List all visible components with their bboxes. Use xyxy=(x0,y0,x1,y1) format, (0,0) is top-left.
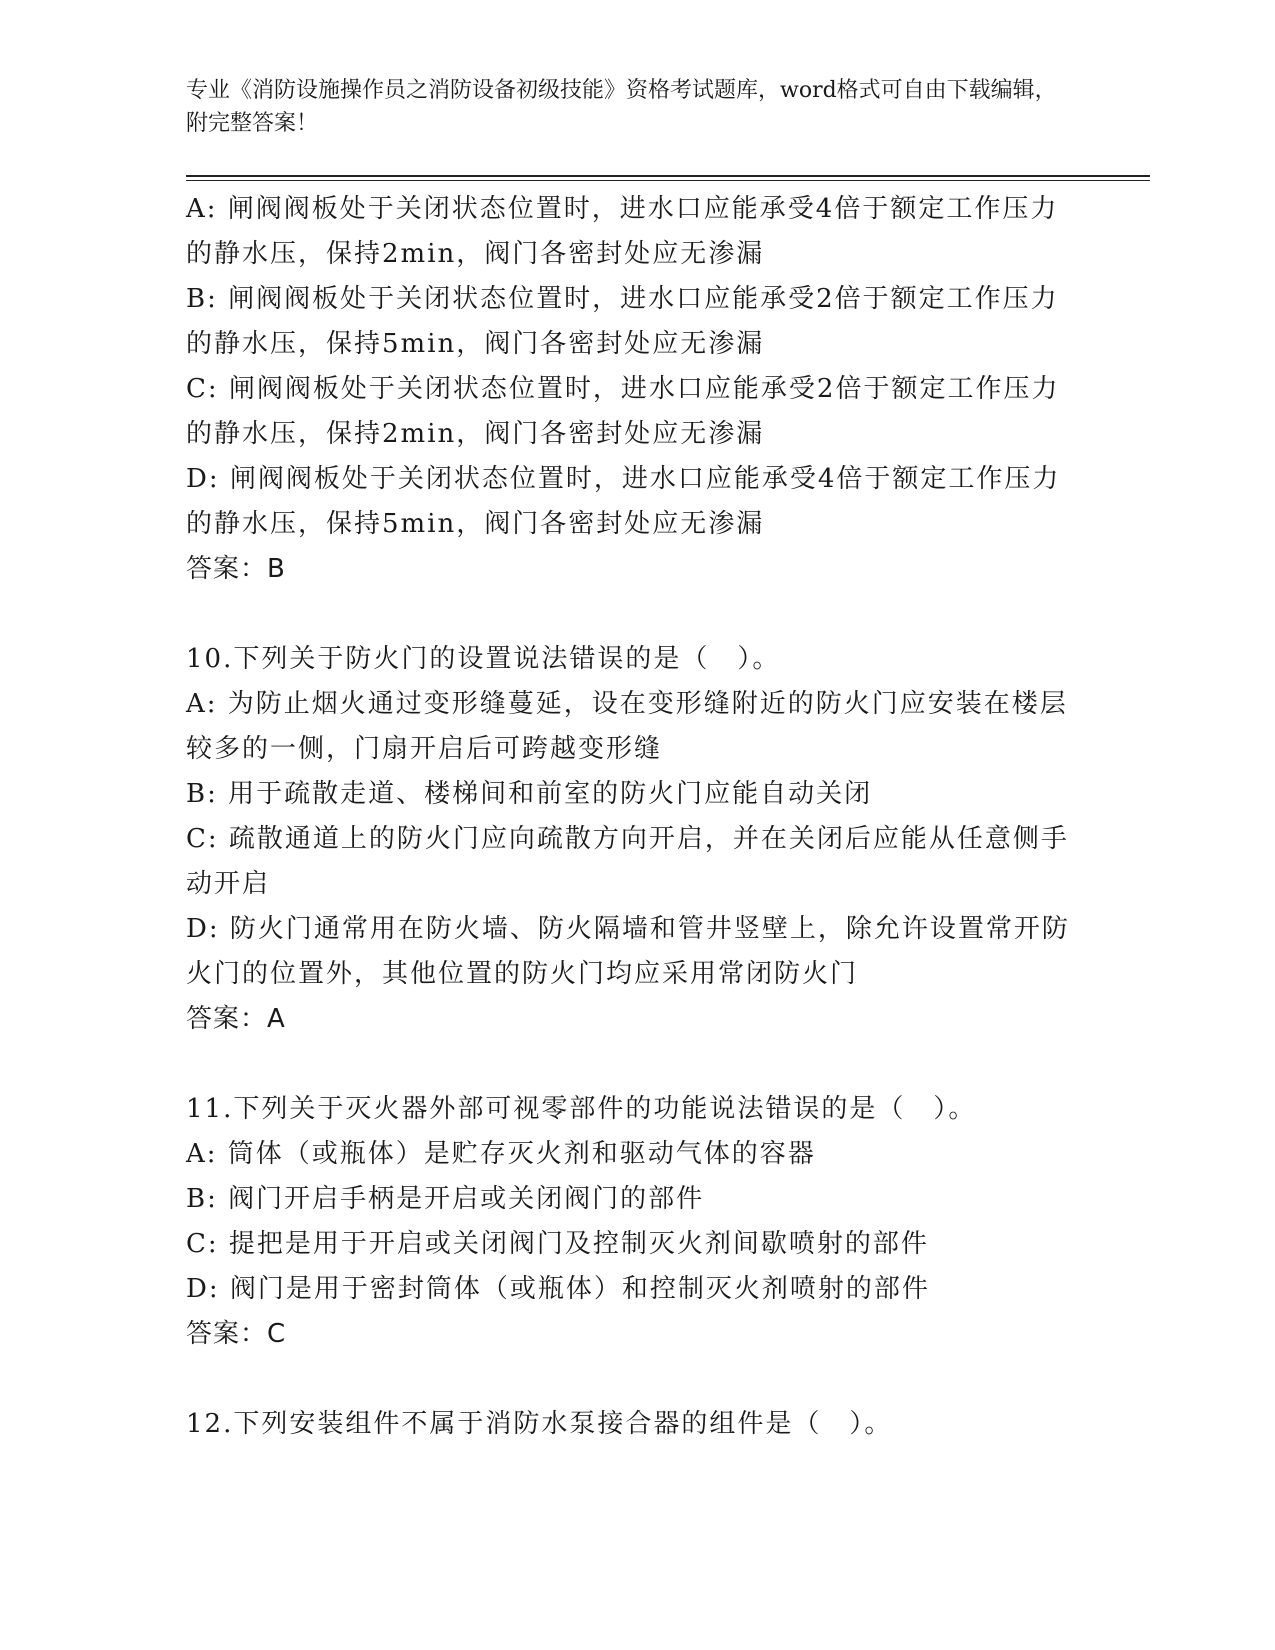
answer-line: 答案：C xyxy=(186,1319,287,1349)
option-c: C: 疏散通道上的防火门应向疏散方向开启，并在关闭后应能从任意侧手动开启 xyxy=(186,824,1069,899)
question-10 xyxy=(186,637,1081,1042)
answer-line: 答案：A xyxy=(186,1004,286,1034)
header-divider-thin xyxy=(186,180,1150,181)
header-divider-thick xyxy=(186,175,1150,177)
option-d: D: 闸阀阀板处于关闭状态位置时，进水口应能承受4倍于额定工作压力的静水压，保持5min，阀门各密封处应无渗漏 xyxy=(186,464,1061,539)
option-b: B: 阀门开启手柄是开启或关闭阀门的部件 xyxy=(186,1184,705,1214)
option-c: C: 提把是用于开启或关闭阀门及控制灭火剂间歇喷射的部件 xyxy=(186,1229,929,1259)
question-text: 11.下列关于灭火器外部可视零部件的功能说法错误的是（ ）。 xyxy=(186,1094,977,1124)
question-text: 12.下列安装组件不属于消防水泵接合器的组件是（ ）。 xyxy=(186,1409,893,1439)
question-content xyxy=(186,187,1081,1447)
option-d: D: 防火门通常用在防火墙、防火隔墙和管井竖壁上，除允许设置常开防火门的位置外，其他位置的防火门均应采用常闭防火门 xyxy=(186,914,1070,989)
option-c: C: 闸阀阀板处于关闭状态位置时，进水口应能承受2倍于额定工作压力的静水压，保持2min，阀门各密封处应无渗漏 xyxy=(186,374,1060,449)
answer-line: 答案：B xyxy=(186,554,286,584)
option-b: B: 闸阀阀板处于关闭状态位置时，进水口应能承受2倍于额定工作压力的静水压，保持5min，阀门各密封处应无渗漏 xyxy=(186,284,1059,359)
question-9-tail xyxy=(186,187,1081,592)
document-header: 专业《消防设施操作员之消防设备初级技能》资格考试题库，word格式可自由下载编辑，附完整答案！ xyxy=(186,78,1057,136)
option-d: D: 阀门是用于密封筒体（或瓶体）和控制灭火剂喷射的部件 xyxy=(186,1274,930,1304)
question-11 xyxy=(186,1087,1081,1357)
option-a: A: 筒体（或瓶体）是贮存灭火剂和驱动气体的容器 xyxy=(186,1139,816,1169)
option-b: B: 用于疏散走道、楼梯间和前室的防火门应能自动关闭 xyxy=(186,779,873,809)
question-text: 10.下列关于防火门的设置说法错误的是（ ）。 xyxy=(186,644,781,674)
question-12 xyxy=(186,1402,1081,1447)
option-a: A: 为防止烟火通过变形缝蔓延，设在变形缝附近的防火门应安装在楼层较多的一侧，门扇开启后可跨越变形缝 xyxy=(186,689,1068,764)
option-a: A: 闸阀阀板处于关闭状态位置时，进水口应能承受4倍于额定工作压力的静水压，保持2min，阀门各密封处应无渗漏 xyxy=(186,194,1059,269)
